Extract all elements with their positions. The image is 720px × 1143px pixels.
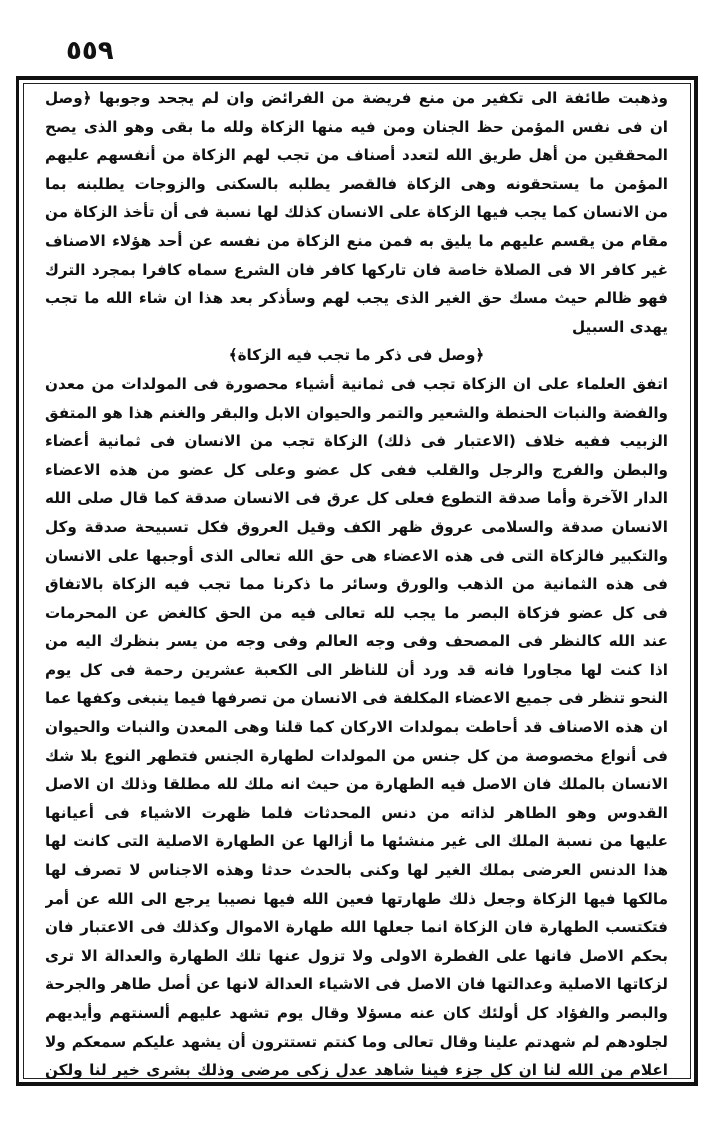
text-line: الزبيب ففيه خلاف (الاعتبار فى ذلك) الزكاة تجب من الانسان فى ثمانية أعضاء xyxy=(45,432,668,451)
text-line: والبصر والفؤاد كل أولئك كان عنه مسؤلا وقال يوم تشهد عليهم ألسنتهم وأيديهم xyxy=(45,1004,668,1022)
text-line: عند الله كالنظر فى المصحف وفى وجه العالم وفى وجه من يسر بنظرك اليه من xyxy=(45,632,668,651)
text-line: والتكبير فالزكاة التى فى هذه الاعضاء هى حق الله تعالى الذى أوجبها على الانسان xyxy=(45,546,668,565)
text-line: النحو تنظر فى جميع الاعضاء المكلفة فى الانسان من تصرفها فيما ينبغى وكفها عما xyxy=(45,689,668,708)
text-line: يهدى السبيل xyxy=(571,317,668,336)
text-line: اذا كنت لها مجاورا فانه قد ورد أن للناظر الى الكعبة عشرين رحمة فى كل يوم xyxy=(45,660,668,679)
text-line: ان فى نفس المؤمن حظ الجنان ومن فيه منها الزكاة ولله ما بقى وهو الذى يصح xyxy=(45,117,668,136)
document-body xyxy=(45,84,668,1085)
text-line: وذهبت طائفة الى تكفير من منع فريضة من الفرائض وان لم يجحد وجوبها ﴿وصل xyxy=(45,89,668,107)
text-line: لزكاتها الاصلية وعدالتها فان الاصل فى الاشياء العدالة لانها عن أصل طاهر والجرحة xyxy=(45,975,668,994)
text-line: اتفق العلماء على ان الزكاة تجب فى ثمانية أشياء محصورة فى المولدات من معدن xyxy=(45,374,668,393)
text-line: بحكم الاصل فانها على الفطرة الاولى ولا تزول عنها تلك الطهارة والعدالة الا ترى xyxy=(45,946,668,965)
text-line: من الانسان كما يجب فيها الزكاة على الانسان كذلك لها نسبة فى أن تأخذ الزكاة من xyxy=(45,203,668,222)
text-line: الانسان صدقة والسلامى عروق ظهر الكف وقيل العروق فكل تسبيحة صدقة وكل xyxy=(45,517,668,536)
text-line: المؤمن ما يستحقونه وهى الزكاة فالقصر يطلبه بالسكنى والزوجات يطلبنه بما xyxy=(45,174,668,193)
text-line: مالكها فيها الزكاة وجعل ذلك طهارتها فعين الله فيها نصيبا يرجع الى الله عن أمر xyxy=(45,889,668,908)
text-line: والبطن والفرج والرجل والقلب ففى كل عضو وعلى كل عضو من هذه الاعضاء xyxy=(45,460,668,479)
text-line: القدوس وهو الطاهر لذاته من دنس المحدثات فلما ظهرت الاشياء فى أعيانها xyxy=(45,803,668,822)
text-line: المحققين من أهل طريق الله لتعدد أصناف من تجب لهم الزكاة من أنفسهم عليهم xyxy=(45,146,668,165)
section-heading: ﴿وصل فى ذكر ما تجب فيه الزكاة﴾ xyxy=(228,346,485,365)
text-line: فى أنواع مخصوصة من كل جنس من المولدات لطهارة الجنس فتطهر النوع بلا شك xyxy=(45,746,668,765)
text-line: ان هذه الاصناف قد أحاطت بمولدات الاركان كما قلنا وهى المعدن والنبات والحيوان xyxy=(45,718,668,737)
text-line: اعلام من الله لنا ان كل جزء فينا شاهد عدل زكى مرضى وذلك بشرى خير لنا ولكن xyxy=(45,1061,668,1080)
text-line: فى هذه الثمانية من الذهب والورق وسائر ما ذكرنا مما تجب فيه الزكاة بالاتفاق xyxy=(45,575,668,594)
text-line: فهو ظالم حيث مسك حق الغير الذى يجب لهم وسأذكر بعد هذا ان شاء الله ما تجب xyxy=(45,289,668,308)
page-frame xyxy=(16,76,698,1086)
text-line: لجلودهم لم شهدتم علينا وقال تعالى وما كنتم تستترون أن يشهد عليكم سمعكم ولا xyxy=(45,1032,668,1051)
text-line: الانسان بالملك فان الاصل فيه الطهارة من حيث انه ملك لله مطلقا وذلك ان الاصل xyxy=(45,775,668,794)
text-line: مقام من يقسم عليهم ما يليق به فمن منع الزكاة من نفسه عن أحد هؤلاء الاصناف xyxy=(45,231,668,250)
page-number: ٥٥٩ xyxy=(66,36,114,66)
text-line: هذا الدنس العرضى بملك الغير لها وكنى بالحدث حدثا وهذه الاجناس لا تصرف لها xyxy=(45,861,668,880)
text-line: فى كل عضو فزكاة البصر ما يجب لله تعالى فيه من الحق كالغض عن المحرمات xyxy=(45,603,668,622)
text-line: عليها من نسبة الملك الى غير منشئها ما أزالها عن الطهارة الاصلية التى كانت لها xyxy=(45,832,668,851)
text-line: الدار الآخرة وأما صدقة التطوع فعلى كل عرق فى الانسان صدقة كما قال صلى الله xyxy=(45,489,668,508)
text-line: غير كافر الا فى الصلاة خاصة فان تاركها كافر فان الشرع سماه كافرا بمجرد الترك xyxy=(45,260,668,279)
text-line: والفضة والنبات الحنطة والشعير والتمر والحيوان الابل والبقر والغنم هذا هو المتفق xyxy=(45,403,668,422)
text-line: فتكتسب الطهارة فان الزكاة انما جعلها الله طهارة الاموال وكذلك فى الاعتبار فان xyxy=(45,918,668,937)
